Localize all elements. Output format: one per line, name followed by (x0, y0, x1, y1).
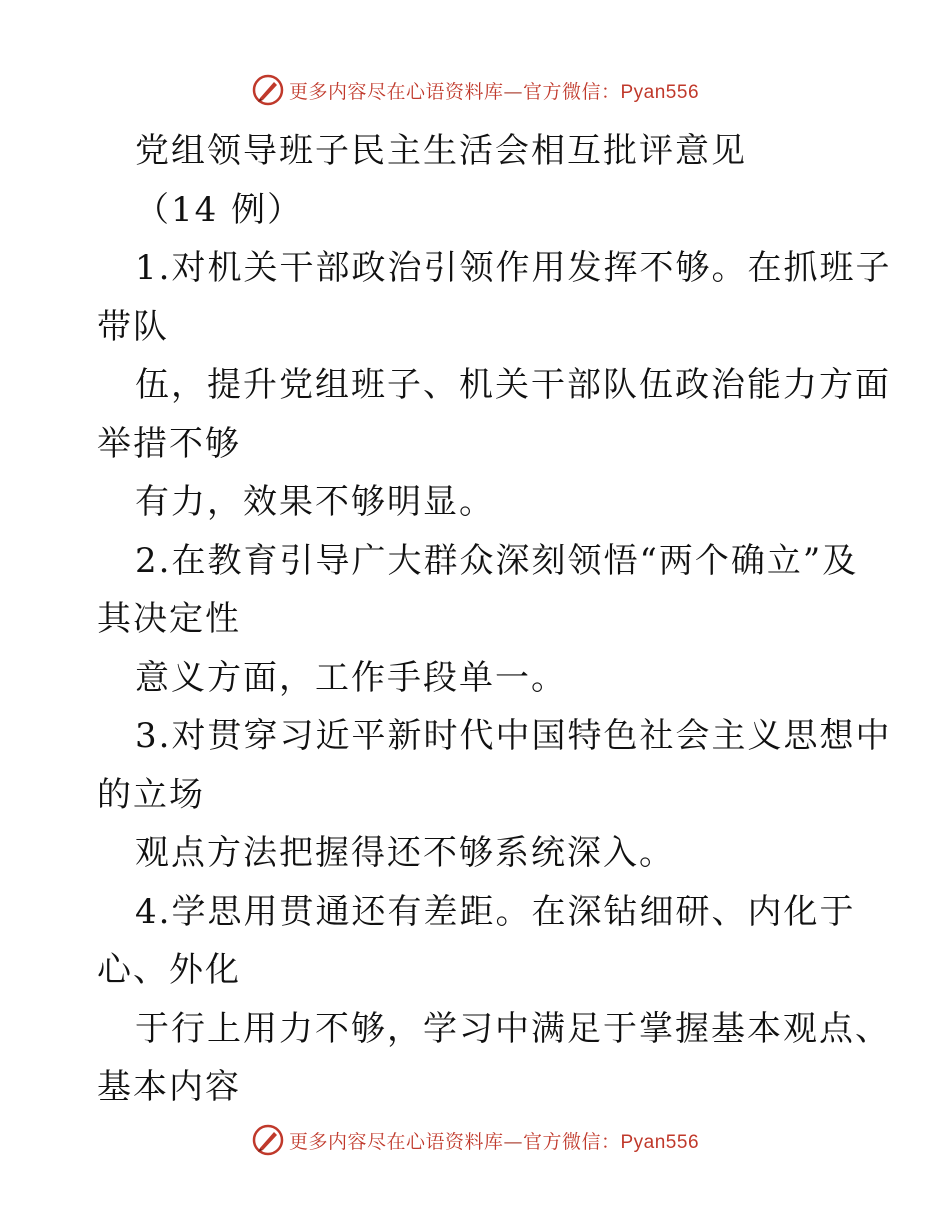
paragraph-line: 其决定性 (97, 599, 241, 639)
paragraph-line: 伍，提升党组班子、机关干部队伍政治能力方面 (135, 365, 891, 405)
paragraph-line: 心、外化 (97, 950, 241, 990)
header-watermark (0, 70, 950, 110)
paragraph-line: 意义方面，工作手段单一。 (135, 657, 567, 698)
pen-logo-icon (251, 1123, 285, 1157)
footer-watermark (0, 1120, 950, 1160)
paragraph-line: 2.在教育引导广大群众深刻领悟“两个确立”及 (135, 540, 859, 581)
paragraph-line: 基本内容 (97, 1067, 241, 1107)
paragraph-line: 有力，效果不够明显。 (135, 482, 495, 522)
paragraph-line: 1.对机关干部政治引领作用发挥不够。在抓班子 (135, 248, 892, 288)
pen-logo-icon (251, 73, 285, 107)
paragraph-line: 的立场 (97, 774, 205, 815)
document-body (97, 122, 892, 1117)
paragraph-line: 于行上用力不够，学习中满足于掌握基本观点、 (135, 1008, 891, 1049)
document-subtitle: （14 例） (135, 189, 304, 230)
document-title: 党组领导班子民主生活会相互批评意见 (135, 131, 747, 171)
paragraph-line: 观点方法把握得还不够系统深入。 (135, 833, 675, 873)
paragraph-line: 举措不够 (97, 423, 241, 464)
paragraph-line: 4.学思用贯通还有差距。在深钻细研、内化于 (135, 891, 856, 932)
paragraph-line: 带队 (97, 306, 169, 347)
watermark-text: 更多内容尽在心语资料库—官方微信：Pyan556 (288, 1130, 700, 1153)
watermark-text: 更多内容尽在心语资料库—官方微信：Pyan556 (288, 80, 700, 103)
paragraph-line: 3.对贯穿习近平新时代中国特色社会主义思想中 (135, 716, 892, 756)
